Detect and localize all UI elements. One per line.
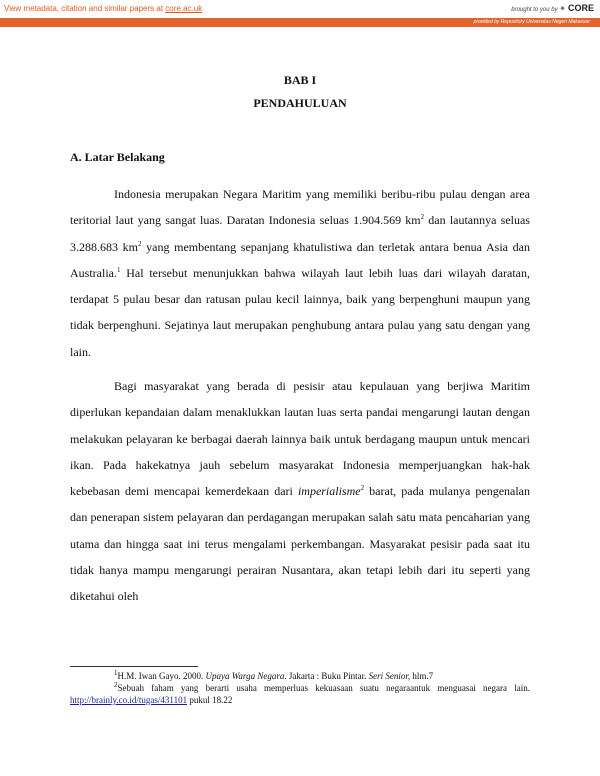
provided-by[interactable]: provided by Repository Universitas Negeri Makassar bbox=[473, 19, 590, 25]
metadata-text: View metadata, citation and similar papers at bbox=[4, 4, 166, 13]
p1-sup-b: 2 bbox=[138, 239, 142, 248]
core-banner bbox=[0, 0, 600, 28]
p2-text-2: barat, pada mulanya pengenalan dan penerapan sistem pelayaran dan perdagangan merupakan salah satu mata pencaharian yang utama dan hingga saat ini terus mengalami perkembangan. Masyarakat pesisir pada saat itu tidak hanya mampu mengarungi perairan Nusantara, akan tetapi lebih dari itu seperti yang diketahui oleh bbox=[70, 484, 531, 604]
metadata-link[interactable] bbox=[4, 4, 202, 13]
paragraph-2 bbox=[70, 373, 530, 610]
brought-to-you-by bbox=[511, 3, 594, 13]
p2-text-1: Bagi masyarakat yang berada di pesisir atau kepulauan yang berjiwa Maritim diperlukan kepandaian dalam menaklukkan lautan luas serta pandai mengarungi lautan dengan melakukan pelayaran ke berbagai daerah lainnya baik untuk berdagang maupun untuk mencari ikan. Pada hakekatnya jauh sebelum masyarakat Indonesia memperjuangkan hak-hak kebebasan demi mencapai kemerdekaan dari bbox=[70, 379, 530, 499]
footnote-ref-1: 1 bbox=[117, 265, 121, 274]
fn1-title: Upaya Warga Negara bbox=[205, 671, 285, 681]
footnote-2-number: 2 bbox=[114, 681, 118, 689]
p1-text-2: dan lautannya seluas 3.288.683 km bbox=[70, 213, 530, 254]
section-heading: A. Latar Belakang bbox=[70, 150, 165, 164]
footnote-2 bbox=[70, 683, 530, 706]
p1-text-3: yang membentang sepanjang khatulistiwa dan terletak antara benua Asia dan Australia. bbox=[70, 239, 530, 280]
paragraph-1 bbox=[70, 181, 530, 365]
footnote-divider bbox=[70, 666, 198, 667]
fn1-text-c: hlm.7 bbox=[410, 671, 434, 681]
footnote-1-number: 1 bbox=[114, 669, 118, 677]
fn2-tail: pukul 18.22 bbox=[187, 694, 233, 705]
footnote-ref-2: 2 bbox=[360, 484, 365, 493]
p1-text-1: Indonesia merupakan Negara Maritim yang memiliki beribu-ribu pulau dengan area teritorial laut yang sangat luas. Daratan Indonesia seluas 1.904.569 km bbox=[70, 187, 530, 228]
p1-sup-a: 2 bbox=[420, 213, 425, 222]
footnote-1 bbox=[70, 671, 530, 683]
core-logo-icon: ✴ bbox=[559, 4, 566, 13]
chapter-title: PENDAHULUAN bbox=[253, 96, 347, 110]
core-ac-uk-link[interactable]: core.ac.uk bbox=[165, 4, 203, 13]
fn1-text-b: . Jakarta : Buku Pintar. bbox=[284, 671, 369, 681]
fn2-url-link[interactable]: http://brainly.co.id/tugas/431101 bbox=[70, 694, 188, 705]
core-logo[interactable]: CORE bbox=[567, 3, 594, 13]
p2-italic-term: imperialisme bbox=[297, 484, 361, 499]
p1-text-4: Hal tersebut menunjukkan bahwa wilayah laut lebih luas dari wilayah daratan, terdapat 5 pulau besar dan ratusan pulau kecil lainnya, baik yang berpenghuni maupun yang tidak berpenghuni. Sejatinya laut merupakan penghubung antara pulau yang satu dengan yang lain. bbox=[70, 265, 530, 359]
brought-by-text: brought to you by bbox=[511, 7, 558, 13]
fn2-text: Sebuah faham yang berarti usaha memperluas kekuasaan suatu negaraantuk menguasai negara lain. bbox=[117, 683, 530, 693]
chapter-number: BAB I bbox=[283, 73, 317, 87]
fn1-text-a: H.M. Iwan Gayo. 2000. bbox=[117, 671, 206, 681]
fn1-series: Seri Senior, bbox=[368, 671, 411, 681]
